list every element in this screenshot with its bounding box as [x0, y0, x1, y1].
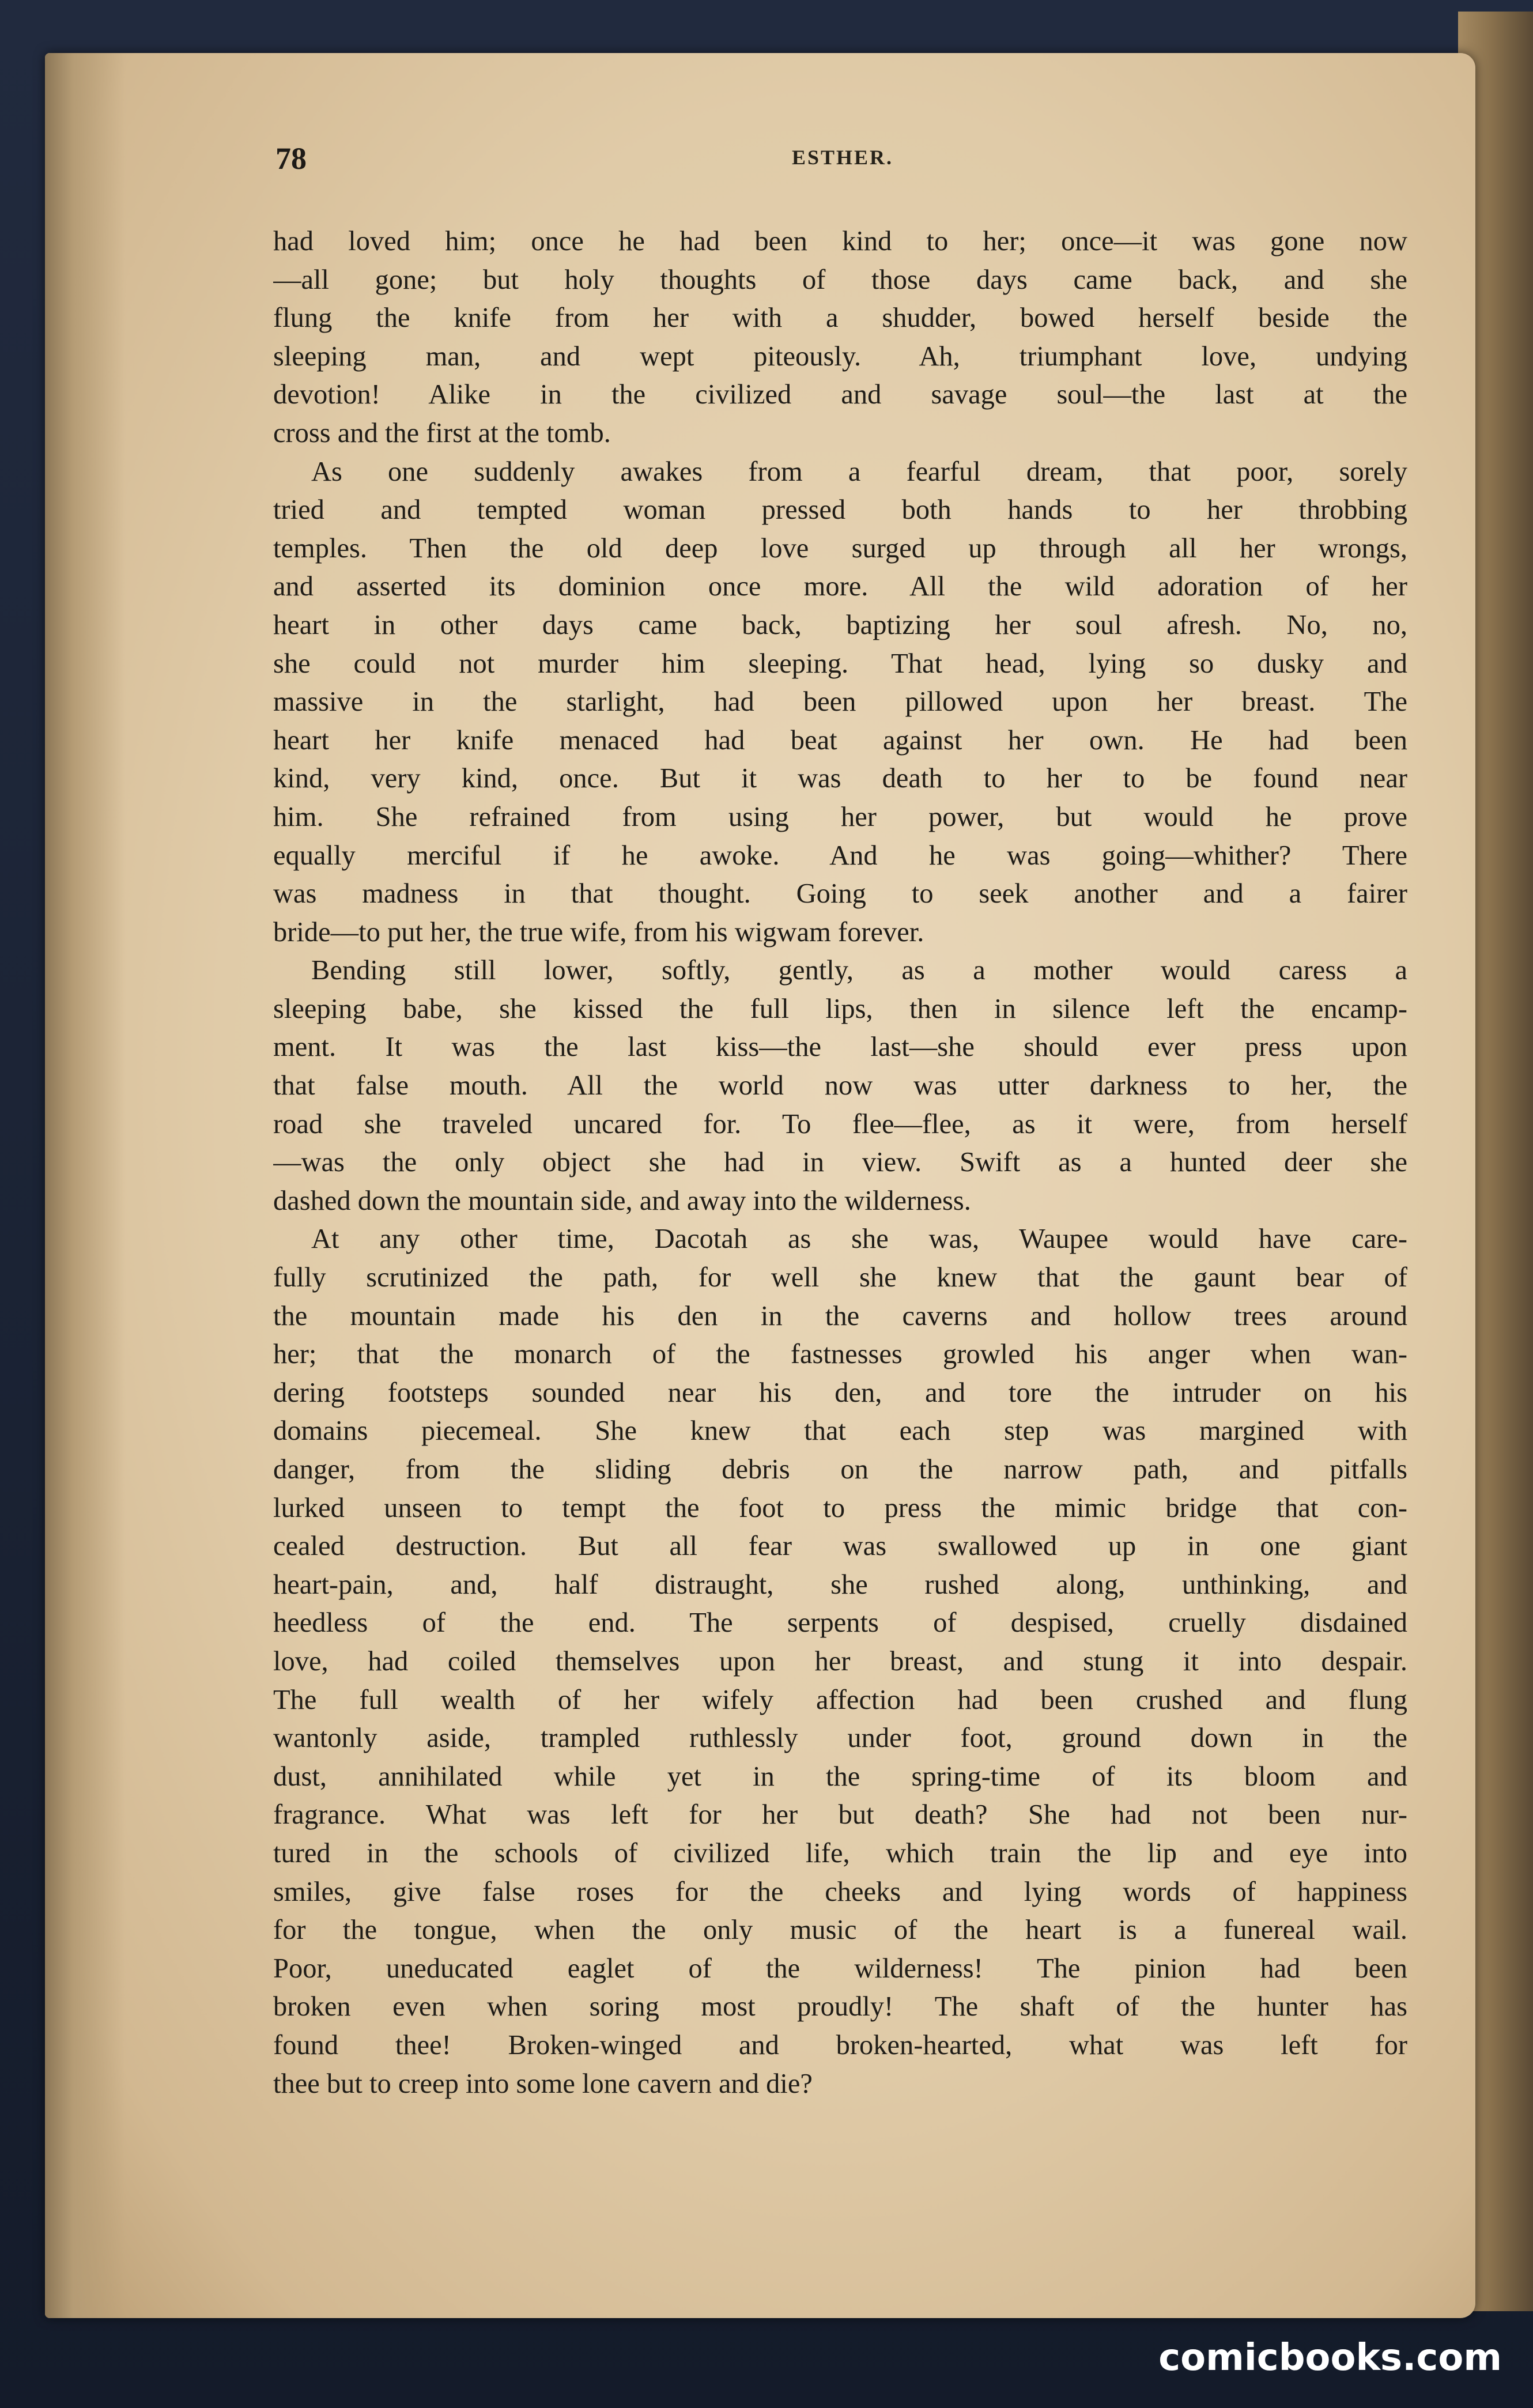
- text-line: temples. Then the old deep love surged up through all her wrongs,: [273, 533, 1407, 564]
- text-line: smiles, give false roses for the cheeks and lying words of happiness: [273, 1876, 1407, 1907]
- text-line: domains piecemeal. She knew that each step was margined with: [273, 1416, 1407, 1447]
- text-line: found thee! Broken-winged and broken-hearted, what was left for: [273, 2029, 1407, 2060]
- text-line: cealed destruction. But all fear was swallowed up in one giant: [273, 1531, 1407, 1562]
- text-line: kind, very kind, once. But it was death to her to be found near: [273, 763, 1407, 794]
- text-line: for the tongue, when the only music of the heart is a funereal wail.: [273, 1915, 1407, 1946]
- text-line: and asserted its dominion once more. All the wild adoration of her: [273, 571, 1407, 602]
- text-line: that false mouth. All the world now was utter darkness to her, the: [273, 1070, 1407, 1101]
- text-line: heart-pain, and, half distraught, she rushed along, unthinking, and: [273, 1569, 1407, 1600]
- text-line: At any other time, Dacotah as she was, Waupee would have care-: [311, 1224, 1407, 1255]
- text-line: Bending still lower, softly, gently, as a mother would caress a: [311, 955, 1407, 986]
- text-line: she could not murder him sleeping. That head, lying so dusky and: [273, 648, 1407, 679]
- page-number: 78: [275, 141, 307, 176]
- text-line: —was the only object she had in view. Swift as a hunted deer she: [273, 1147, 1407, 1178]
- text-line: heart in other days came back, baptizing her soul afresh. No, no,: [273, 609, 1407, 640]
- text-line: The full wealth of her wifely affection had been crushed and flung: [273, 1684, 1407, 1715]
- text-line: wantonly aside, trampled ruthlessly under foot, ground down in the: [273, 1723, 1407, 1754]
- text-line: the mountain made his den in the caverns and hollow trees around: [273, 1300, 1407, 1331]
- text-line: was madness in that thought. Going to seek another and a fairer: [273, 878, 1407, 909]
- text-line: sleeping man, and wept piteously. Ah, triumphant love, undying: [273, 341, 1407, 372]
- text-line: ment. It was the last kiss—the last—she should ever press upon: [273, 1032, 1407, 1063]
- text-line: tured in the schools of civilized life, which train the lip and eye into: [273, 1837, 1407, 1869]
- text-line: road she traveled uncared for. To flee—flee, as it were, from herself: [273, 1108, 1407, 1139]
- body-text: [273, 222, 1407, 2103]
- text-line: had loved him; once he had been kind to her; once—it was gone now: [273, 226, 1407, 256]
- text-line: love, had coiled themselves upon her breast, and stung it into despair.: [273, 1645, 1407, 1677]
- text-line: danger, from the sliding debris on the narrow path, and pitfalls: [273, 1454, 1407, 1485]
- text-line: Poor, uneducated eaglet of the wilderness! The pinion had been: [273, 1953, 1407, 1984]
- text-line: lurked unseen to tempt the foot to press the mimic bridge that con-: [273, 1492, 1407, 1523]
- text-line: him. She refrained from using her power, but would he prove: [273, 801, 1407, 832]
- page-header: [275, 141, 1410, 181]
- text-line: massive in the starlight, had been pillowed upon her breast. The: [273, 686, 1407, 718]
- text-line: dering footsteps sounded near his den, and tore the intruder on his: [273, 1377, 1407, 1408]
- text-line: bride—to put her, the true wife, from his wigwam forever.: [273, 916, 924, 948]
- text-line: flung the knife from her with a shudder, bowed herself beside the: [273, 303, 1407, 334]
- text-line: thee but to creep into some lone cavern and die?: [273, 2068, 813, 2099]
- text-line: fully scrutinized the path, for well she knew that the gaunt bear of: [273, 1262, 1407, 1293]
- text-line: devotion! Alike in the civilized and savage soul—the last at the: [273, 379, 1407, 410]
- running-title: ESTHER.: [791, 146, 894, 169]
- text-line: fragrance. What was left for her but death? She had not been nur-: [273, 1799, 1407, 1830]
- text-line: her; that the monarch of the fastnesses growled his anger when wan-: [273, 1339, 1407, 1370]
- text-line: dashed down the mountain side, and away into the wilderness.: [273, 1185, 971, 1216]
- text-line: As one suddenly awakes from a fearful dream, that poor, sorely: [311, 456, 1407, 487]
- text-line: —all gone; but holy thoughts of those days came back, and she: [273, 264, 1407, 295]
- page-gutter-shadow: [45, 53, 126, 2318]
- text-line: heart her knife menaced had beat against her own. He had been: [273, 724, 1407, 756]
- text-line: equally merciful if he awoke. And he was going—whither? There: [273, 840, 1407, 871]
- watermark: comicbooks.com: [1158, 2337, 1502, 2379]
- text-line: sleeping babe, she kissed the full lips, then in silence left the encamp-: [273, 993, 1407, 1024]
- text-line: tried and tempted woman pressed both hands to her throbbing: [273, 495, 1407, 526]
- text-line: cross and the first at the tomb.: [273, 417, 611, 448]
- text-line: heedless of the end. The serpents of despised, cruelly disdained: [273, 1607, 1407, 1639]
- text-line: dust, annihilated while yet in the spring-time of its bloom and: [273, 1761, 1407, 1792]
- text-line: broken even when soring most proudly! The shaft of the hunter has: [273, 1991, 1407, 2022]
